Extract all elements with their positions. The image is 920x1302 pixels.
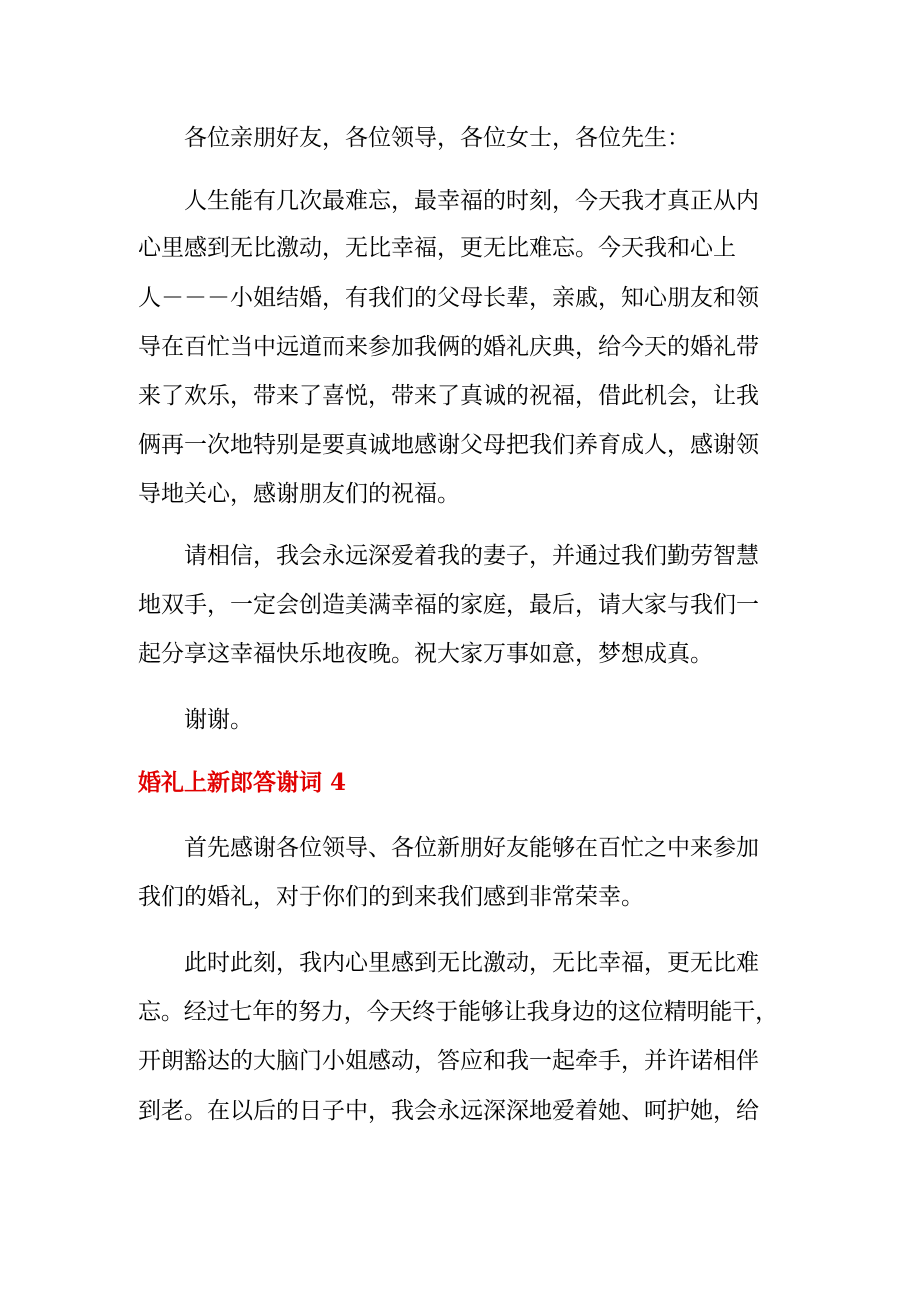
paragraph-line: 导地关心，感谢朋友们的祝福。 xyxy=(138,481,460,507)
paragraph-line: 地双手，一定会创造美满幸福的家庭，最后，请大家与我们一 xyxy=(138,592,759,618)
paragraph-line: 到老。在以后的日子中，我会永远深深地爱着她、呵护她，给 xyxy=(138,1098,759,1124)
paragraph-line: 起分享这幸福快乐地夜晚。祝大家万事如意，梦想成真。 xyxy=(138,641,713,667)
paragraph-line: 导在百忙当中远道而来参加我俩的婚礼庆典，给今天的婚礼带 xyxy=(138,334,759,360)
paragraph-line: 心里感到无比激动，无比幸福，更无比难忘。今天我和心上 xyxy=(138,235,736,261)
thanks-line: 谢谢。 xyxy=(184,707,253,733)
section-heading: 婚礼上新郎答谢词 4 xyxy=(138,769,347,796)
paragraph-line: 我们的婚礼，对于你们的到来我们感到非常荣幸。 xyxy=(138,884,644,910)
paragraph-line: 开朗豁达的大脑门小姐感动，答应和我一起牵手，并许诺相伴 xyxy=(138,1048,759,1074)
paragraph-line: 人生能有几次最难忘，最幸福的时刻，今天我才真正从内 xyxy=(184,188,759,214)
paragraph-line: 人－－－小姐结婚，有我们的父母长辈，亲戚，知心朋友和领 xyxy=(138,285,759,311)
paragraph-line: 首先感谢各位领导、各位新朋好友能够在百忙之中来参加 xyxy=(184,835,759,861)
paragraph-line: 来了欢乐，带来了喜悦，带来了真诚的祝福，借此机会，让我 xyxy=(138,383,759,409)
salutation-line: 各位亲朋好友，各位领导，各位女士，各位先生： xyxy=(184,125,690,151)
paragraph-line: 忘。经过七年的努力，今天终于能够让我身边的这位精明能干， xyxy=(138,999,779,1025)
paragraph-line: 俩再一次地特别是要真诚地感谢父母把我们养育成人，感谢领 xyxy=(138,432,759,458)
paragraph-line: 请相信，我会永远深爱着我的妻子，并通过我们勤劳智慧 xyxy=(184,543,759,569)
paragraph-line: 此时此刻，我内心里感到无比激动，无比幸福，更无比难 xyxy=(184,950,759,976)
